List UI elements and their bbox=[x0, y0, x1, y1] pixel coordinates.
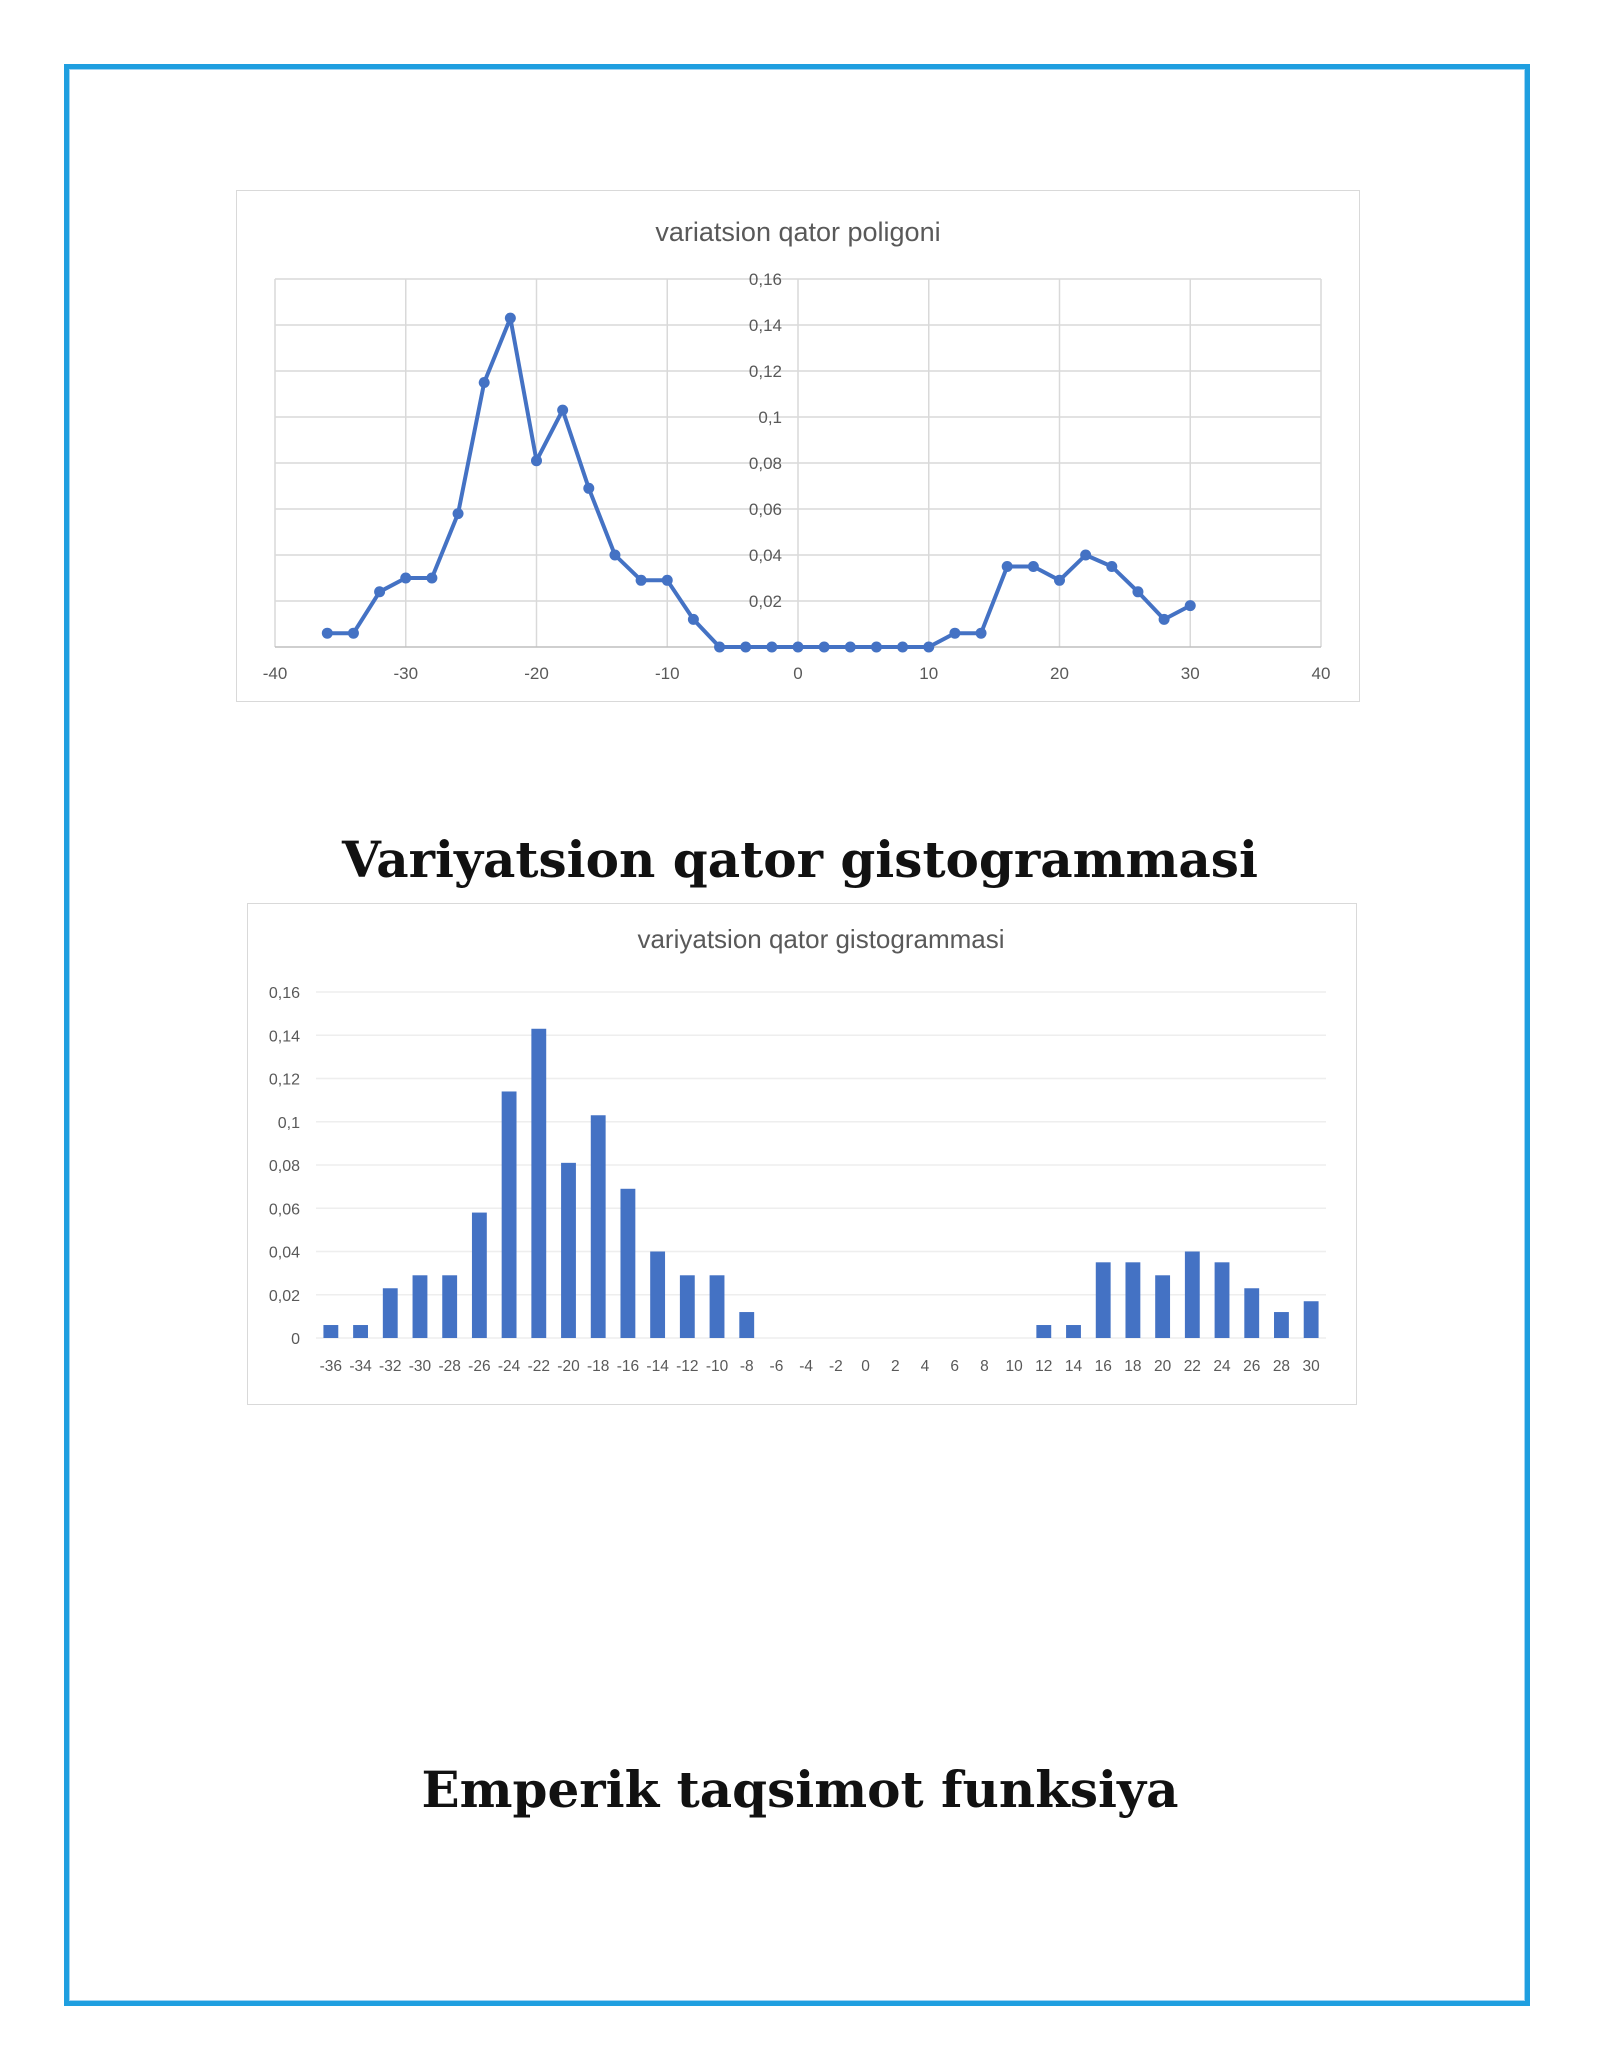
x-tick-label: 4 bbox=[920, 1358, 930, 1375]
y-tick-label: 0,06 bbox=[268, 1201, 300, 1219]
x-tick-label: 14 bbox=[1064, 1358, 1083, 1375]
x-tick-label: 20 bbox=[1050, 664, 1069, 683]
data-point bbox=[662, 575, 673, 586]
y-tick-label: 0,04 bbox=[268, 1244, 300, 1262]
histogram-bar bbox=[531, 1029, 546, 1338]
data-point bbox=[1028, 561, 1039, 572]
x-tick-label: 16 bbox=[1094, 1358, 1112, 1375]
y-tick-label: 0,04 bbox=[748, 546, 782, 565]
histogram-bar bbox=[1215, 1262, 1230, 1338]
x-tick-label: -10 bbox=[705, 1358, 729, 1375]
data-point bbox=[557, 405, 568, 416]
x-tick-label: -18 bbox=[587, 1358, 610, 1375]
histogram-bar bbox=[1185, 1252, 1200, 1339]
x-tick-label: 8 bbox=[980, 1358, 989, 1375]
x-tick-label: 10 bbox=[919, 664, 939, 683]
data-point bbox=[949, 628, 960, 639]
histogram-bar bbox=[383, 1288, 398, 1338]
data-point bbox=[453, 508, 464, 519]
data-point bbox=[793, 642, 804, 653]
histogram-bar bbox=[1304, 1301, 1319, 1338]
x-tick-label: 28 bbox=[1272, 1358, 1291, 1375]
data-point bbox=[1106, 561, 1117, 572]
histogram-bar bbox=[1274, 1312, 1289, 1338]
y-tick-label: 0,02 bbox=[748, 592, 782, 611]
histogram-bar bbox=[1066, 1325, 1081, 1338]
data-point bbox=[322, 628, 333, 639]
x-tick-label: -30 bbox=[393, 664, 419, 683]
histogram-bar bbox=[502, 1091, 517, 1338]
data-point bbox=[531, 455, 542, 466]
x-tick-label: -24 bbox=[497, 1358, 521, 1375]
histogram-bar bbox=[1096, 1262, 1111, 1338]
data-point bbox=[766, 642, 777, 653]
data-point bbox=[923, 642, 934, 653]
data-point bbox=[1002, 561, 1013, 572]
polygon-chart bbox=[236, 190, 1360, 702]
polygon-chart-svg bbox=[237, 191, 1361, 703]
x-tick-label: -20 bbox=[557, 1358, 580, 1375]
y-tick-label: 0,1 bbox=[758, 408, 782, 427]
y-tick-label: 0,02 bbox=[268, 1287, 300, 1305]
y-tick-label: 0,12 bbox=[268, 1071, 300, 1089]
x-tick-label: -16 bbox=[616, 1358, 640, 1375]
x-tick-label: -34 bbox=[349, 1358, 372, 1375]
x-tick-label: -12 bbox=[676, 1358, 699, 1375]
histogram-chart-svg bbox=[248, 904, 1358, 1406]
y-tick-label: 0,12 bbox=[748, 362, 782, 381]
x-tick-label: -22 bbox=[527, 1358, 550, 1375]
data-point bbox=[897, 642, 908, 653]
x-tick-label: 12 bbox=[1035, 1358, 1053, 1375]
empirical-heading: Emperik taqsimot funksiya bbox=[421, 1760, 1179, 1819]
data-point bbox=[1054, 575, 1065, 586]
data-point bbox=[609, 550, 620, 561]
histogram-bar bbox=[442, 1275, 457, 1338]
x-tick-label: -14 bbox=[646, 1358, 669, 1375]
x-tick-label: -10 bbox=[654, 664, 680, 683]
data-point bbox=[426, 573, 437, 584]
y-tick-label: 0,06 bbox=[748, 500, 782, 519]
histogram-bar bbox=[680, 1275, 695, 1338]
histogram-bar bbox=[1155, 1275, 1170, 1338]
x-tick-label: -32 bbox=[379, 1358, 402, 1375]
histogram-bar bbox=[1125, 1262, 1140, 1338]
x-tick-label: -8 bbox=[739, 1358, 754, 1375]
data-point bbox=[479, 377, 490, 388]
data-point bbox=[400, 573, 411, 584]
histogram-bar bbox=[739, 1312, 754, 1338]
data-point bbox=[819, 642, 830, 653]
y-tick-label: 0 bbox=[291, 1331, 300, 1348]
data-point bbox=[1159, 614, 1170, 625]
data-point bbox=[714, 642, 725, 653]
x-tick-label: -28 bbox=[438, 1358, 461, 1375]
x-tick-label: 22 bbox=[1183, 1358, 1201, 1375]
histogram-bar bbox=[710, 1275, 725, 1338]
x-tick-label: 30 bbox=[1180, 664, 1200, 683]
histogram-bar bbox=[1244, 1288, 1259, 1338]
histogram-bar bbox=[472, 1213, 487, 1338]
x-tick-label: 40 bbox=[1311, 664, 1331, 683]
y-tick-label: 0,08 bbox=[268, 1158, 300, 1175]
data-point bbox=[374, 586, 385, 597]
histogram-bar bbox=[620, 1189, 635, 1338]
y-tick-label: 0,16 bbox=[748, 270, 782, 289]
x-tick-label: -40 bbox=[262, 664, 288, 683]
x-tick-label: -26 bbox=[468, 1358, 491, 1375]
data-point bbox=[688, 614, 699, 625]
data-point bbox=[1185, 600, 1196, 611]
histogram-bar bbox=[323, 1325, 338, 1338]
x-tick-label: 0 bbox=[793, 664, 803, 683]
histogram-heading: Variyatsion qator gistogrammasi bbox=[342, 830, 1258, 889]
x-tick-label: -4 bbox=[799, 1358, 814, 1375]
x-tick-label: -30 bbox=[408, 1358, 432, 1375]
data-point bbox=[348, 628, 359, 639]
x-tick-label: -36 bbox=[319, 1358, 343, 1375]
histogram-bar bbox=[591, 1115, 606, 1338]
data-point bbox=[845, 642, 856, 653]
x-tick-label: 6 bbox=[950, 1358, 959, 1375]
y-tick-label: 0,14 bbox=[268, 1028, 300, 1046]
x-tick-label: 10 bbox=[1005, 1358, 1023, 1375]
x-tick-label: -6 bbox=[769, 1358, 784, 1375]
chart-title: variyatsion qator gistogrammasi bbox=[637, 924, 1005, 954]
x-tick-label: 0 bbox=[861, 1358, 870, 1375]
data-point bbox=[740, 642, 751, 653]
x-tick-label: 2 bbox=[890, 1358, 900, 1375]
data-point bbox=[976, 628, 987, 639]
y-tick-label: 0,14 bbox=[748, 316, 782, 335]
x-tick-label: 26 bbox=[1243, 1358, 1261, 1375]
data-point bbox=[583, 483, 594, 494]
y-tick-label: 0,16 bbox=[268, 985, 300, 1002]
x-tick-label: 18 bbox=[1124, 1358, 1142, 1375]
x-tick-label: -20 bbox=[524, 664, 549, 683]
data-point bbox=[505, 313, 516, 324]
histogram-bar bbox=[561, 1163, 576, 1338]
data-point bbox=[636, 575, 647, 586]
x-tick-label: 30 bbox=[1302, 1358, 1320, 1375]
histogram-bar bbox=[353, 1325, 368, 1338]
y-tick-label: 0,08 bbox=[748, 454, 782, 473]
x-tick-label: -2 bbox=[828, 1358, 843, 1375]
x-tick-label: 24 bbox=[1213, 1358, 1231, 1375]
histogram-bar bbox=[1036, 1325, 1051, 1338]
data-point bbox=[1080, 550, 1091, 561]
histogram-chart bbox=[247, 903, 1357, 1405]
histogram-bar bbox=[650, 1252, 665, 1339]
y-tick-label: 0,1 bbox=[277, 1114, 300, 1132]
histogram-bar bbox=[413, 1275, 428, 1338]
data-point bbox=[1132, 586, 1143, 597]
data-point bbox=[871, 642, 882, 653]
chart-title: variatsion qator poligoni bbox=[655, 217, 941, 247]
x-tick-label: 20 bbox=[1153, 1358, 1172, 1375]
